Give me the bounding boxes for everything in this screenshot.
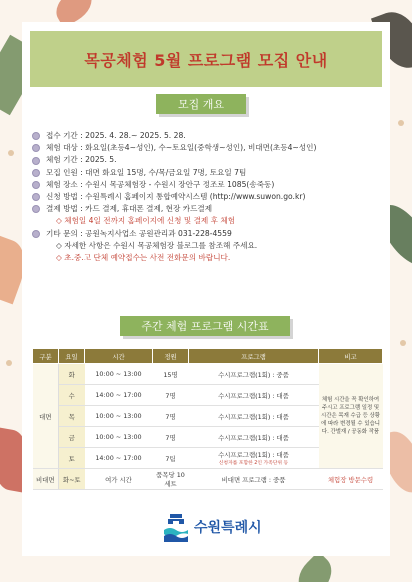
bullet-icon xyxy=(32,181,40,189)
bullet-icon xyxy=(32,132,40,140)
time-cell: 여가 시간 xyxy=(85,469,153,490)
page-title: 목공체험 5월 프로그램 모집 안내 xyxy=(84,50,328,70)
info-label: 체험 대상 xyxy=(46,143,78,153)
program-cell: 수시프로그램(1회) : 대품 xyxy=(189,385,319,406)
bullet-icon xyxy=(32,230,40,238)
fortress-icon xyxy=(164,512,188,542)
capacity-cell: 품목당 10세트 xyxy=(153,469,189,490)
remarks-cell: 체험 시간을 꼭 확인하여 주시고 프로그램 일정 및 시간은 목재 수급 등 상황에 따라 변경될 수 있습니다. 간벌재 / 공동화 작품 xyxy=(319,364,383,469)
capacity-cell: 15명 xyxy=(153,364,189,385)
info-value: 2025. 4. 28.~ 2025. 5. 28. xyxy=(85,131,186,140)
time-cell: 14:00 ~ 17:00 xyxy=(85,448,153,469)
section-tab-overview: 모집 개요 xyxy=(156,94,246,114)
bullet-icon xyxy=(32,157,40,165)
info-row: 접수 기간 : 2025. 4. 28.~ 2025. 5. 28. xyxy=(32,130,382,142)
dot-decoration xyxy=(8,150,14,156)
logo-text: 수원특례시 xyxy=(194,520,262,536)
bullet-icon xyxy=(32,193,40,201)
info-row-contact: 기타 문의 : 공원녹지사업소 공원관리과 031-228-4559 xyxy=(32,228,382,240)
day-cell: 토 xyxy=(59,448,85,469)
col-header: 프로그램 xyxy=(189,349,319,364)
info-label: 기타 문의 xyxy=(46,228,78,238)
info-value: 수원시 목공체험장 - 수원시 장안구 정조로 1085(송죽동) xyxy=(85,179,275,189)
bullet-icon xyxy=(32,205,40,213)
info-label: 신청 방법 xyxy=(46,192,78,202)
time-cell: 10:00 ~ 13:00 xyxy=(85,427,153,448)
info-row: 신청 방법 : 수원특례시 홈페이지 통합예약시스템 (http://www.suwon.go.kr) xyxy=(32,191,382,203)
col-header: 구분 xyxy=(33,349,59,364)
notice-card xyxy=(22,22,390,556)
col-header: 요일 xyxy=(59,349,85,364)
suwon-logo xyxy=(164,512,262,542)
payment-note: ◇ 체험일 4일 전까지 홈페이지에 신청 및 결제 후 체험 xyxy=(56,216,236,226)
blog-note: ◇ 자세한 사항은 수원시 목공체험장 블로그를 참조해 주세요. xyxy=(56,240,258,250)
bullet-icon xyxy=(32,144,40,152)
info-label: 모집 인원 xyxy=(46,167,78,177)
bullet-icon xyxy=(32,169,40,177)
schedule-table xyxy=(32,348,383,490)
title-band xyxy=(30,31,382,87)
day-cell: 화~토 xyxy=(59,469,85,490)
info-row: 체험 대상 : 화요일(초등4~성인), 수~토요일(중학생~성인), 비대면(초등4~성인) xyxy=(32,142,382,154)
program-cell: 수시프로그램(1회) : 대품 xyxy=(189,406,319,427)
info-value: 공원녹지사업소 공원관리과 031-228-4559 xyxy=(85,228,232,238)
capacity-cell: 7명 xyxy=(153,427,189,448)
category-cell: 대면 xyxy=(33,364,59,469)
info-value: 대면 화요일 15명, 수/목/금요일 7명, 토요일 7팀 xyxy=(85,167,247,177)
col-header: 정원 xyxy=(153,349,189,364)
info-value: 수원특례시 홈페이지 통합예약시스템 (http://www.suwon.go.kr) xyxy=(85,192,306,202)
info-label: 체험 장소 xyxy=(46,179,78,189)
program-cell: 수시프로그램(1회) : 중품 xyxy=(189,364,319,385)
info-value: 2025. 5. xyxy=(85,155,117,165)
info-row: 결제 방법 : 카드 결제, 휴대폰 결제, 현장 카드결제 xyxy=(32,203,382,215)
program-subnote: 신청자를 포함한 2인 가족단위 등 xyxy=(218,461,289,466)
program-cell: 비대면 프로그램 : 중품 xyxy=(189,469,319,490)
time-cell: 10:00 ~ 13:00 xyxy=(85,364,153,385)
day-cell: 금 xyxy=(59,427,85,448)
table-row-online xyxy=(33,469,383,490)
dot-decoration xyxy=(400,340,406,346)
info-value: 화요일(초등4~성인), 수~토요일(중학생~성인), 비대면(초등4~성인) xyxy=(85,143,317,153)
info-row: 체험 장소 : 수원시 목공체험장 - 수원시 장안구 정조로 1085(송죽동) xyxy=(32,179,382,191)
dot-decoration xyxy=(6,360,12,366)
day-cell: 화 xyxy=(59,364,85,385)
info-label: 결제 방법 xyxy=(46,204,78,214)
section-tab-schedule: 주간 체험 프로그램 시간표 xyxy=(120,316,290,336)
group-note: ◇ 초.중.고 단체 예약접수는 사전 전화문의 바랍니다. xyxy=(56,253,231,263)
col-header: 시간 xyxy=(85,349,153,364)
program-cell: 수시프로그램(1회) : 대품 xyxy=(189,427,319,448)
info-label: 체험 기간 xyxy=(46,155,78,165)
dot-decoration xyxy=(398,120,404,126)
overview-list xyxy=(32,130,382,264)
program-text: 수시프로그램(1회) : 대품 xyxy=(218,451,289,459)
day-cell: 목 xyxy=(59,406,85,427)
day-cell: 수 xyxy=(59,385,85,406)
time-cell: 10:00 ~ 13:00 xyxy=(85,406,153,427)
col-header: 비고 xyxy=(319,349,383,364)
table-header-row xyxy=(33,349,383,364)
remark-cell: 체험장 방문수령 xyxy=(319,469,383,490)
info-row: 모집 인원 : 대면 화요일 15명, 수/목/금요일 7명, 토요일 7팀 xyxy=(32,167,382,179)
info-value: 카드 결제, 휴대폰 결제, 현장 카드결제 xyxy=(85,204,213,214)
program-cell xyxy=(189,448,319,469)
category-cell: 비대면 xyxy=(33,469,59,490)
info-row: 체험 기간 : 2025. 5. xyxy=(32,154,382,166)
capacity-cell: 7명 xyxy=(153,385,189,406)
info-label: 접수 기간 xyxy=(46,131,78,140)
capacity-cell: 7명 xyxy=(153,406,189,427)
time-cell: 14:00 ~ 17:00 xyxy=(85,385,153,406)
capacity-cell: 7팀 xyxy=(153,448,189,469)
table-row xyxy=(33,364,383,385)
